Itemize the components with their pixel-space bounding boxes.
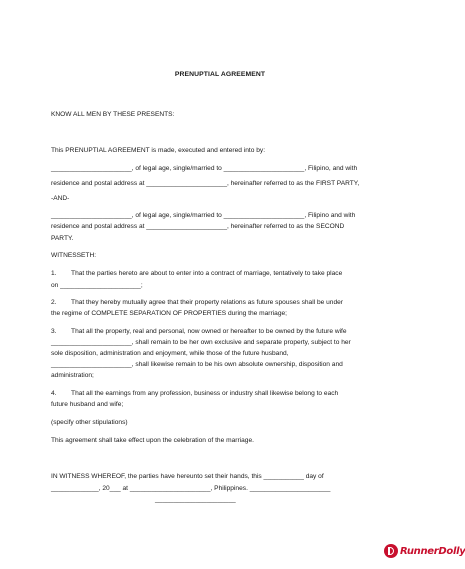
witnesseth-heading: WITNESSETH: <box>51 252 97 259</box>
clause-3-line-5: administration; <box>51 372 94 379</box>
clause-2-line-1: 2. That they hereby mutually agree that their property relations as future spouses shall be under <box>51 299 343 306</box>
logo-text: RunnerDolly <box>400 545 465 557</box>
intro-line: This PRENUPTIAL AGREEMENT is made, executed and entered into by: <box>51 147 266 154</box>
runnerdolly-logo <box>384 544 465 558</box>
clause-3-line-4: ______________________, shall likewise remain to be his own absolute ownership, disposition and <box>51 361 343 368</box>
first-party-line-2: residence and postal address at ______________________, hereinafter referred to as the FIRST PARTY, <box>51 180 360 187</box>
document-title: PRENUPTIAL AGREEMENT <box>174 71 266 78</box>
witness-line-1: IN WITNESS WHEREOF, the parties have hereunto set their hands, this ___________ day of <box>51 473 324 480</box>
witness-line-2: _____________, 20___ at ______________________, Philippines. ______________________ <box>51 485 331 492</box>
clause-3-line-3: sole disposition, administration and enjoyment, while those of the future husband, <box>51 350 289 357</box>
clause-4-line-1: 4. That all the earnings from any profession, business or industry shall likewise belong to each <box>51 390 339 397</box>
second-party-line-1: ______________________, of legal age, single/married to ______________________, Filipino and with <box>51 212 356 219</box>
clause-3-line-2: ______________________, shall remain to be her own exclusive and separate property, subject to her <box>51 339 351 346</box>
second-party-line-2: residence and postal address at ______________________, hereinafter referred to as the SECOND <box>51 223 345 230</box>
salutation: KNOW ALL MEN BY THESE PRESENTS: <box>51 111 175 118</box>
other-stipulations: (specify other stipulations) <box>51 419 128 426</box>
clause-2-line-2: the regime of COMPLETE SEPARATION OF PROPERTIES during the marriage; <box>51 310 287 317</box>
logo-icon <box>384 544 398 558</box>
effectivity-clause: This agreement shall take effect upon the celebration of the marriage. <box>51 437 254 444</box>
clause-4-line-2: future husband and wife; <box>51 401 124 408</box>
first-party-line-1: ______________________, of legal age, single/married to ______________________, Filipino, and with <box>51 165 358 172</box>
signature-line: ______________________ <box>155 496 236 503</box>
second-party-line-3: PARTY. <box>51 235 74 242</box>
clause-3-line-1: 3. That all the property, real and personal, now owned or hereafter to be owned by the future wife <box>51 328 347 335</box>
and-separator: -AND- <box>51 195 70 202</box>
clause-1-line-1: 1. That the parties hereto are about to enter into a contract of marriage, tentatively to take place <box>51 270 343 277</box>
clause-1-line-2: on ______________________; <box>51 282 143 289</box>
